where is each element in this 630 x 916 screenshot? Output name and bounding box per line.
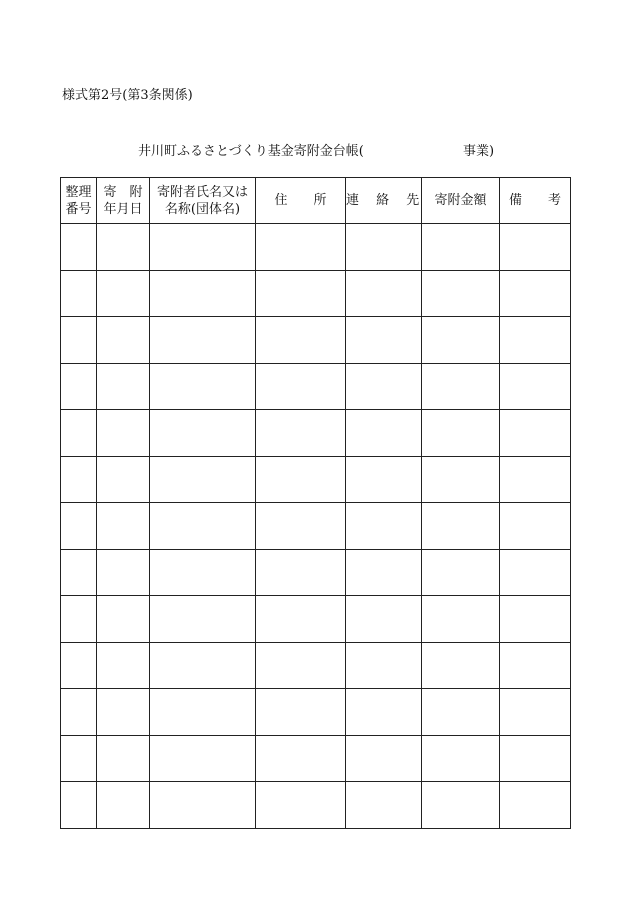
header-serial-number: 整理 番号 (61, 178, 97, 224)
cell-donation-amount[interactable] (422, 503, 500, 550)
cell-donor-name[interactable] (150, 642, 256, 689)
cell-donor-name[interactable] (150, 456, 256, 503)
cell-contact[interactable] (346, 270, 422, 317)
table-row (61, 224, 571, 271)
cell-address[interactable] (256, 689, 346, 736)
cell-donation-amount[interactable] (422, 596, 500, 643)
cell-address[interactable] (256, 642, 346, 689)
cell-donation-date[interactable] (97, 317, 150, 364)
cell-address[interactable] (256, 224, 346, 271)
ledger-title (138, 140, 498, 160)
cell-remarks[interactable] (500, 735, 571, 782)
header-donor-name: 寄附者氏名又は 名称(団体名) (150, 178, 256, 224)
cell-donor-name[interactable] (150, 363, 256, 410)
cell-donation-date[interactable] (97, 549, 150, 596)
cell-donation-amount[interactable] (422, 410, 500, 457)
cell-donation-amount[interactable] (422, 456, 500, 503)
cell-serial-number[interactable] (61, 456, 97, 503)
cell-remarks[interactable] (500, 782, 571, 829)
cell-donation-date[interactable] (97, 596, 150, 643)
table-row (61, 596, 571, 643)
cell-donation-date[interactable] (97, 782, 150, 829)
cell-serial-number[interactable] (61, 735, 97, 782)
cell-address[interactable] (256, 596, 346, 643)
cell-address[interactable] (256, 549, 346, 596)
cell-serial-number[interactable] (61, 549, 97, 596)
cell-address[interactable] (256, 782, 346, 829)
cell-donation-amount[interactable] (422, 642, 500, 689)
cell-serial-number[interactable] (61, 782, 97, 829)
cell-donor-name[interactable] (150, 596, 256, 643)
cell-address[interactable] (256, 456, 346, 503)
cell-donor-name[interactable] (150, 782, 256, 829)
cell-remarks[interactable] (500, 456, 571, 503)
cell-donation-date[interactable] (97, 363, 150, 410)
cell-donation-date[interactable] (97, 642, 150, 689)
cell-contact[interactable] (346, 735, 422, 782)
cell-donor-name[interactable] (150, 270, 256, 317)
cell-address[interactable] (256, 410, 346, 457)
cell-address[interactable] (256, 363, 346, 410)
header-donation-date: 寄 附 年月日 (97, 178, 150, 224)
cell-donation-date[interactable] (97, 224, 150, 271)
cell-donation-amount[interactable] (422, 317, 500, 364)
cell-address[interactable] (256, 270, 346, 317)
cell-remarks[interactable] (500, 689, 571, 736)
cell-serial-number[interactable] (61, 503, 97, 550)
table-row (61, 410, 571, 457)
cell-address[interactable] (256, 503, 346, 550)
header-address: 住 所 (256, 178, 346, 224)
cell-address[interactable] (256, 317, 346, 364)
cell-contact[interactable] (346, 224, 422, 271)
cell-serial-number[interactable] (61, 224, 97, 271)
table-row (61, 689, 571, 736)
cell-donor-name[interactable] (150, 689, 256, 736)
cell-donation-date[interactable] (97, 689, 150, 736)
cell-remarks[interactable] (500, 363, 571, 410)
table-row (61, 642, 571, 689)
table-row (61, 503, 571, 550)
table-row (61, 735, 571, 782)
cell-donation-amount[interactable] (422, 363, 500, 410)
header-contact: 連 絡 先 (346, 178, 422, 224)
cell-donation-amount[interactable] (422, 689, 500, 736)
cell-address[interactable] (256, 735, 346, 782)
cell-serial-number[interactable] (61, 410, 97, 457)
cell-donation-amount[interactable] (422, 735, 500, 782)
cell-donation-date[interactable] (97, 503, 150, 550)
cell-serial-number[interactable] (61, 689, 97, 736)
table-row (61, 317, 571, 364)
cell-contact[interactable] (346, 782, 422, 829)
table-row (61, 270, 571, 317)
cell-donor-name[interactable] (150, 410, 256, 457)
cell-contact[interactable] (346, 503, 422, 550)
cell-donation-amount[interactable] (422, 270, 500, 317)
cell-donor-name[interactable] (150, 224, 256, 271)
cell-serial-number[interactable] (61, 596, 97, 643)
cell-contact[interactable] (346, 549, 422, 596)
cell-serial-number[interactable] (61, 317, 97, 364)
table-row (61, 363, 571, 410)
cell-serial-number[interactable] (61, 363, 97, 410)
cell-donation-date[interactable] (97, 735, 150, 782)
cell-remarks[interactable] (500, 503, 571, 550)
cell-remarks[interactable] (500, 549, 571, 596)
header-donation-amount: 寄附金額 (422, 178, 500, 224)
table-row (61, 456, 571, 503)
cell-contact[interactable] (346, 456, 422, 503)
cell-donation-date[interactable] (97, 270, 150, 317)
cell-contact[interactable] (346, 689, 422, 736)
cell-donor-name[interactable] (150, 735, 256, 782)
cell-donor-name[interactable] (150, 503, 256, 550)
ledger-title-main: 井川町ふるさとづくり基金寄附金台帳( (138, 144, 364, 159)
cell-donation-date[interactable] (97, 410, 150, 457)
cell-remarks[interactable] (500, 224, 571, 271)
cell-serial-number[interactable] (61, 270, 97, 317)
cell-donation-date[interactable] (97, 456, 150, 503)
cell-remarks[interactable] (500, 410, 571, 457)
header-remarks: 備 考 (500, 178, 571, 224)
cell-contact[interactable] (346, 363, 422, 410)
form-number: 様式第2号(第3条関係) (62, 88, 193, 103)
table-row (61, 782, 571, 829)
cell-remarks[interactable] (500, 642, 571, 689)
cell-donor-name[interactable] (150, 549, 256, 596)
table-body (61, 224, 571, 829)
cell-remarks[interactable] (500, 270, 571, 317)
cell-contact[interactable] (346, 410, 422, 457)
cell-contact[interactable] (346, 642, 422, 689)
cell-remarks[interactable] (500, 596, 571, 643)
cell-contact[interactable] (346, 596, 422, 643)
donation-ledger-table (60, 177, 571, 829)
ledger-title-end: 事業) (463, 144, 495, 159)
table-row (61, 549, 571, 596)
table-header-row (61, 178, 571, 224)
cell-donation-amount[interactable] (422, 782, 500, 829)
cell-remarks[interactable] (500, 317, 571, 364)
cell-donor-name[interactable] (150, 317, 256, 364)
cell-contact[interactable] (346, 317, 422, 364)
cell-serial-number[interactable] (61, 642, 97, 689)
cell-donation-amount[interactable] (422, 549, 500, 596)
cell-donation-amount[interactable] (422, 224, 500, 271)
